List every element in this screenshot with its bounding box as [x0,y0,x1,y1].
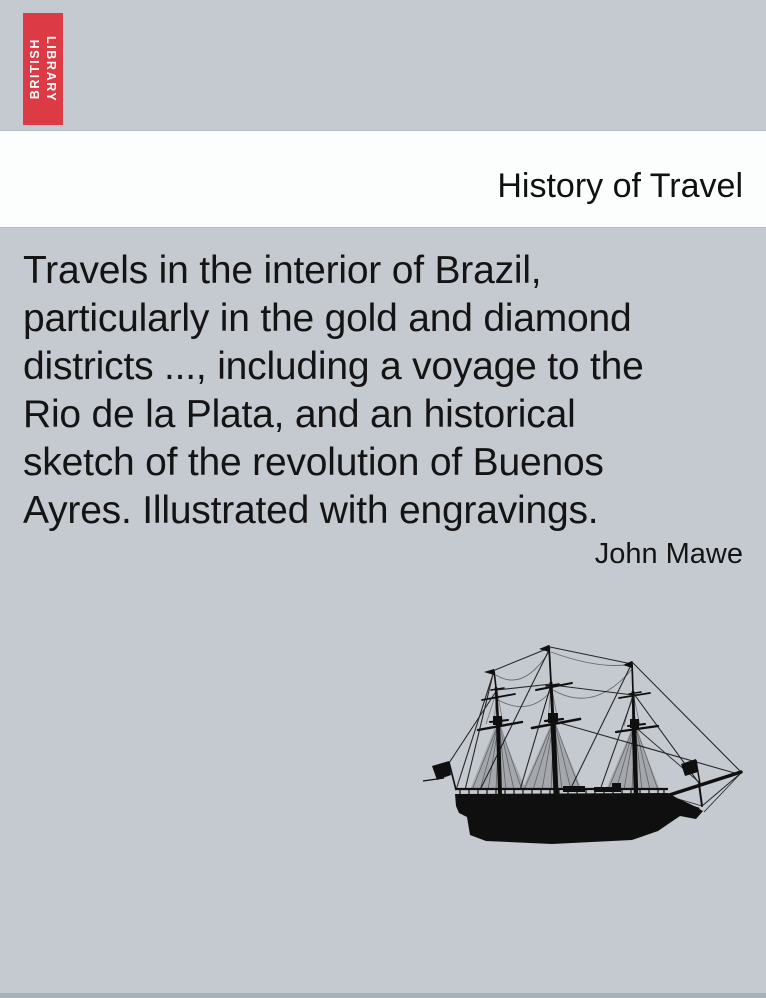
category-label: History of Travel [497,166,743,205]
book-title-line: districts ..., including a voyage to the [23,345,644,388]
book-title-line: Travels in the interior of Brazil, [23,249,542,292]
logo-text-british: BRITISH [28,38,42,100]
book-title-line: particularly in the gold and diamond [23,297,632,340]
book-title [23,247,756,535]
british-library-logo [23,13,63,125]
logo-text-library: LIBRARY [44,35,58,103]
book-author: John Mawe [594,538,743,570]
ship-silhouette-icon [420,590,750,870]
book-title-line: Ayres. Illustrated with engravings. [23,489,599,532]
book-title-line: sketch of the revolution of Buenos [23,441,604,484]
category-band [0,130,766,228]
ship-ratline-webs [470,719,660,790]
book-title-line: Rio de la Plata, and an historical [23,393,576,436]
footer-strip [0,993,766,998]
